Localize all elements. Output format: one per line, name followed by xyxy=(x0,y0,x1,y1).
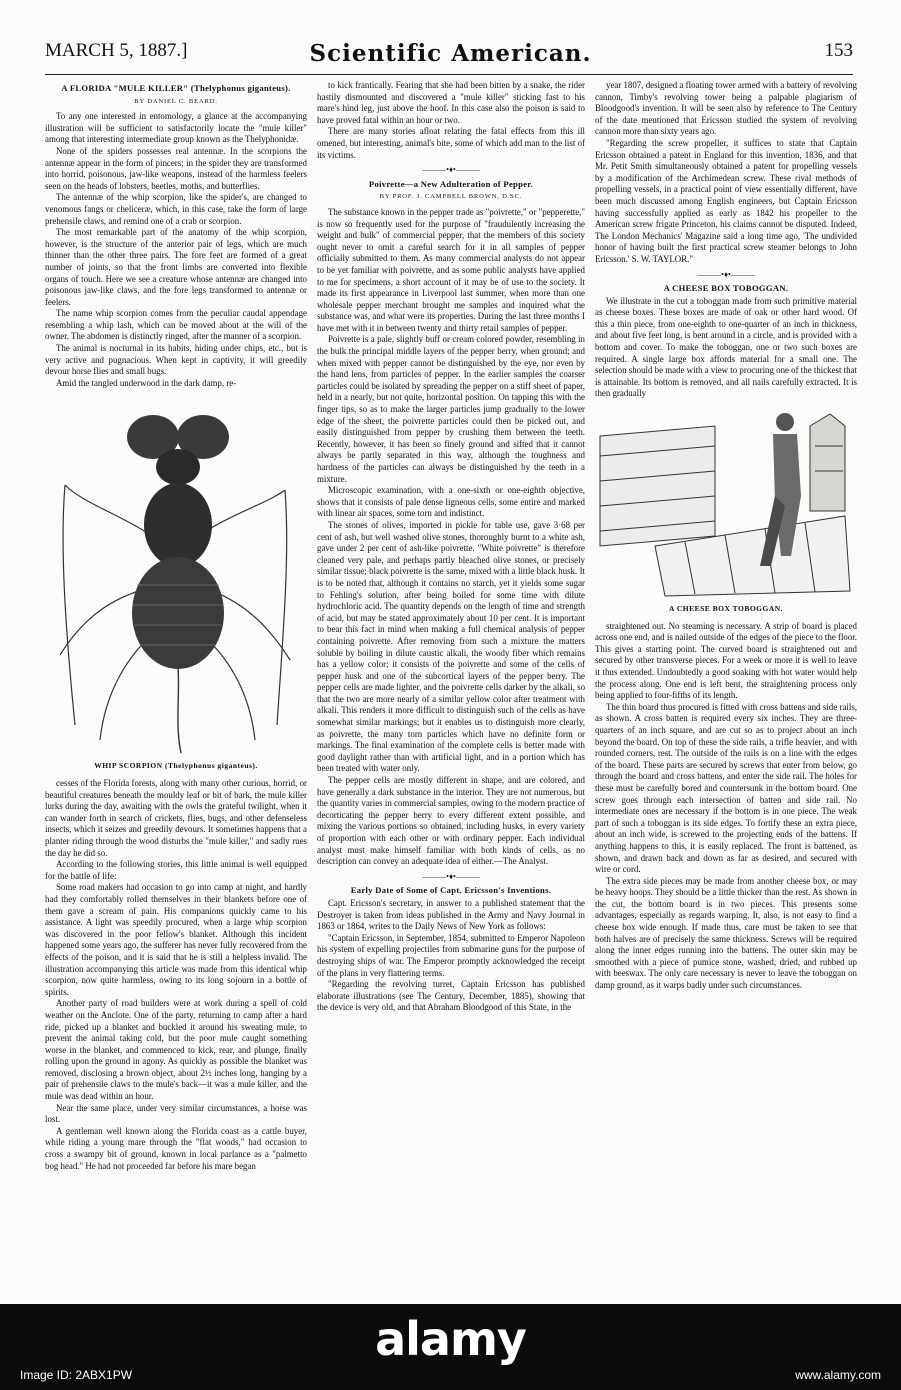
image-id-text: Image ID: 2ABX1PW xyxy=(20,1368,133,1382)
article-title-toboggan: A CHEESE BOX TOBOGGAN. xyxy=(663,283,789,294)
banner-info-row xyxy=(0,1368,901,1386)
header-rule xyxy=(45,74,853,75)
paragraph: cesses of the Florida forests, along with many other curious, horrid, or beautiful creatures beneath the mouldy leaf or bit of bark, the mule killer lurks during the day, awaiting with the owls the grateful twilight, when it can wander forth in search of crickets, flies, bugs, and other defenseless insects, which it seizes and greedily devours. It sometimes happens that a planter riding through the wood disturbs the "mule killer," and sadly rues the day he did so. xyxy=(45,778,307,858)
poivrette-body xyxy=(317,207,585,868)
column-3 xyxy=(595,80,857,992)
paragraph: The extra side pieces may be made from another cheese box, or may be heavy hoops. They should be a little thicker than the rest. As shown in the cut, the bottom board is in two pieces. This presents some advantages, especially as regards warping. It, also, is not easy to find a cheese box wide enough. If made thus, care must be taken to see that both halves are of precisely the same thickness. Screws will be required along the inner edges running into the battens. The outer skin may be smoothed with a piece of pumice stone, washed, dried, and rubbed up with beeswax. The only care necessary is never to leave the toboggan on damp ground, as it warps badly under such circumstances. xyxy=(595,875,857,991)
paragraph: The substance known in the pepper trade as "poivrette," or "pepperette," is now so frequently used for the purpose of "fraudulently increasing the weight and bulk" of commercial pepper, that the members of this society ought never to omit a careful search for it in all samples of pepper officially submitted to them. As many commercial analysts do not appear to be yet familiar with poivrette, and as some public analysts have applied to me for specimens, a short account of it may be of use to the society. It made its first appearance in Liverpool last summer, when more than one wholesale pepper merchant brought me samples and inquired what the substance was, and what were its properties. During the last three months I have met with it in between twenty and thirty retail samples of pepper. xyxy=(317,206,585,333)
byline-beard: BY DANIEL C. BEARD. xyxy=(134,97,218,105)
column-1 xyxy=(45,80,307,1172)
section-separator: ———•♦•——— xyxy=(422,165,480,175)
paragraph: To any one interested in entomology, a glance at the accompanying illustration will be sufficient to satisfactorily locate the "mule killer" among that interesting intermediate group known as the Thelyphonidæ. xyxy=(45,111,307,145)
mule-killer-body-a xyxy=(45,111,307,389)
paragraph: Some road makers had occasion to go into camp at night, and hardly had they comfortably rolled themselves in their blankets before one of them gave a scream of pain. His companions quickly came to his assistance. A light was speedily procured, when a large whip scorpion was discovered in the poor fellow's blanket. Although this incident happened some years ago, the sufferer has never fully recovered from the effects of the poison, and it is said that he is still a helpless invalid. The illustration accompanying this article was made from this identical whip scorpion, now quite harmless, owing to its long sojourn in a bottle of spirits. xyxy=(45,882,307,997)
paragraph: The most remarkable part of the anatomy of the whip scorpion, however, is the structure of the anterior pair of legs, which are much thinner than the other three pairs. The fore feet are formed of a great number of joints, so that the front limbs are converted into flexible organs of touch. Here we see a creature whose antennæ are changed into poisonous jaw-like claws, and the fore legs transformed to antennæ or feelers. xyxy=(45,227,307,307)
paragraph: Amid the tangled underwood in the dark damp, re- xyxy=(56,377,237,388)
paragraph: Poivrette is a pale, slightly buff or cream colored powder, resembling in the bulk the principal middle layers of the pepper berry, when ground; and when mixed with pepper cannot be distinguished by the eye, nor even by the hand lens, from particles of pepper. In the earlier samples the coarser particles could be isolated by spreading the pepper on a stiff sheet of paper, held in a nearly, but not quite, horizontal position. On tapping this with the finger tips, so as to make the larger particles jump gradually to the lower edge of the sheet, the poivrette particles could then be picked out, and easily distinguished from pepper by crushing them between the teeth. Recently, however, it has been so finely ground and sifted that it cannot always be partly separated in this way, although the toughness and hardness of the particles can always be distinguished by the teeth in a mixture. xyxy=(317,334,585,484)
paragraph: "Regarding the revolving turret, Captain Ericsson has published elaborate illustrations (see The Century, December, 1885), showing that the device is very old, and that Abraham Bloodgood of this State, in the xyxy=(317,979,585,1013)
paragraph: The name whip scorpion comes from the peculiar caudal appendage resembling a whip lash, which can be moved about at the will of the owner. The abdomen is distinctly ringed, after the manner of a scorpion. xyxy=(45,308,307,342)
toboggan-body-b xyxy=(595,621,857,992)
mule-killer-body-c xyxy=(317,80,585,161)
section-separator: ———•♦•——— xyxy=(697,269,755,279)
alamy-logo: alamy xyxy=(375,1312,526,1366)
figure-caption-whip-scorpion: WHIP SCORPION (Thelyphonus giganteus). xyxy=(94,761,258,771)
paragraph: straightened out. No steaming is necessary. A strip of board is placed across one end, and is nailed outside of the edges of the piece to the floor. This gives a starting point. The curved board is straightened out and secured by other transverse pieces. For a week or more it is well to leave it thus extended. Undoubtedly a good soaking with hot water would help the process along. One end is left bent, the straightening process only being applied to four-fifths of its length. xyxy=(595,620,857,701)
paragraph: to kick frantically. Fearing that she had been bitten by a snake, the rider hastily dismounted and discovered a "mule killer" sticking fast to his mare's hind leg, just above the hoof. In this case also the poison is said to have proved fatal within an hour or two. xyxy=(317,80,585,125)
paragraph: year 1807, designed a floating tower armed with a battery of revolving cannon, Timby's revolving tower being a palpable plagiarism of Bloodgood's invention. It will be seen also by reference to The Century of the date mentioned that Ericsson studied the system of revolving cannon more than sixty years ago. xyxy=(595,80,857,137)
paragraph: "Captain Ericsson, in September, 1854, submitted to Emperor Napoleon his system of expelling projectiles from submarine guns for the purpose of destroying ships of war. The Emperor promptly acknowledged the receipt of the plans in very flattering terms. xyxy=(317,932,585,978)
paragraph: There are many stories afloat relating the fatal effects from this ill omened, but interesting, animal's bite, some of which add man to the list of its victims. xyxy=(317,126,585,160)
article-title-mule-killer: A FLORIDA "MULE KILLER" (Thelyphonus giganteus). xyxy=(61,83,291,93)
paragraph: Capt. Ericsson's secretary, in answer to a published statement that the Destroyer is taken from ideas published in the Army and Navy Journal in 1863 or 1864, writes to the Daily News of New York as follows: xyxy=(317,897,585,932)
figure-caption-toboggan: A CHEESE BOX TOBOGGAN. xyxy=(668,604,784,614)
issue-date: MARCH 5, 1887.] xyxy=(45,40,188,61)
paragraph: The animal is nocturnal in its habits, hiding under chips, etc., but is very active and pugnacious. When kept in captivity, it will greedily devour horse flies and small bugs. xyxy=(45,343,307,377)
alamy-url: www.alamy.com xyxy=(795,1368,881,1382)
cheese-box-toboggan-illustration xyxy=(595,406,857,598)
article-title-ericsson: Early Date of Some of Capt. Ericsson's Inventions. xyxy=(350,885,552,896)
article-title-poivrette: Poivrette—a New Adulteration of Pepper. xyxy=(368,178,534,189)
alamy-banner xyxy=(0,1304,901,1390)
column-2 xyxy=(317,80,585,1014)
paragraph: Microscopic examination, with a one-sixth or one-eighth objective, shows that it consists of pale dense ligneous cells, some entire and marked with linear air spaces, some torn and indistinct. xyxy=(317,485,585,519)
section-separator: ———•♦•——— xyxy=(422,871,480,881)
toboggan-body-a xyxy=(595,296,857,400)
masthead: Scientific American. xyxy=(309,40,592,67)
page-number: 153 xyxy=(824,40,853,61)
byline-brown: BY PROF. J. CAMPBELL BROWN, D.SC. xyxy=(379,193,523,201)
paragraph: The stones of olives, imported in pickle for table use, gave 3·68 per cent of ash, but well washed olive stones, thoroughly burnt to a white ash, gave under 2 per cent of ash-like poivrette. "White poivrette" is therefore cleaned very pale, and perhaps partly bleached olive stones, or precisely similar tissue; black poivrette is the same, mixed with a little black husk. It is to be noted that, although it contains no starch, yet it yields some sugar to Fehling's solution, after being boiled for some time with dilute hydrochloric acid. The quantity depends on the length of time and strength of acid, but may be stated approximately about 10 per cent. It is important to bear this fact in mind when making a full chemical analysis of pepper containing poivrette. After removing from such a mixture the matters soluble by boiling in dilute caustic alkali, the woody fiber which remains has a yellow color; it consists of the poivrette and some of the cells of pepper husk and one of the subcortical layers of the pepper berry. The pepper cells are made lighter, and the poivrette cells darker by the alkali, so that the two are more nearly of a similar yellow color after treatment with alkali. This renders it more difficult to distinguish such of the cells as have somewhat similar markings; but it enables us to distinguish more clearly, as poivrette, the many torn particles which have no definite form or markings. The final examination of the complete cells is better made with good daylight rather than with artificial light, and in a portion which has been treated with water only. xyxy=(317,519,585,774)
paragraph: We illustrate in the cut a toboggan made from such primitive material as cheese boxes. These boxes are made of oak or other hard wood. Of this a thin piece, from one-eighth to one-quarter of an inch in thickness, and about five feet long, is bent around in a circle, and is provided with a bottom and cover. To make the toboggan, one or two such boxes are required. A single large box affords material for a small one. The selection should be made with a view to procuring one of the thickest that is attainable. Its bottom is removed, and all nails carefully extracted. It is then gradually xyxy=(595,295,857,399)
paragraph: According to the following stories, this little animal is well equipped for the battle of life: xyxy=(45,859,307,881)
paragraph: Near the same place, under very similar circumstances, a horse was lost. xyxy=(45,1102,307,1125)
paragraph: The antennæ of the whip scorpion, like the spider's, are changed to venomous fangs or cheliceræ, which, in this case, take the form of large prehensile claws, and remind one of a crab or scorpion. xyxy=(45,192,307,226)
paragraph: The thin board thus procured is fitted with cross battens and side rails, as shown. A cross batten is required every six inches. They are three-quarters of an inch square, and are cut so as to project about an inch beyond the board. On top of these the side rails, a trifle heavier, and with rounded corners, rest. The outside of the rails is on a line with the edges of the board. These parts are secured by screws that enter from below, go through the board and cross battens, and enter the side rail. The holes for these must be carefully bored and countersunk in the bottom board. One screw goes through each intersection of batten and side rail. No intermediate ones are necessary if the bottom is in one piece. The weak part of such a toboggan is its side edges. To fortify these an extra piece, about an inch wide, is screwed to the projecting ends of the battens. If anything happens to this, it is easily replaced. The front is battened, as shown, and drawn back and down as far as desired, and secured with wire or cord. xyxy=(595,701,857,875)
paragraph: The pepper cells are mostly different in shape, and are colored, and have generally a dark substance in the interior. They are not numerous, but the quantity varies in commercial samples, owing to the modern practice of decorticating the pepper berry to every different extent possible, and mixing the various portions so obtained, including husks, in every variety of proportion with each other or with ordinary pepper. Each individual analyst must make himself familiar with both kinds of cells, as no description can convey an adequate idea of either.—The Analyst. xyxy=(317,775,585,867)
whip-scorpion-illustration xyxy=(45,395,307,755)
paragraph: None of the spiders possesses real antennæ. In the scorpions the antennæ appear in the form of pincers; in the spider they are transformed into horrid, poisonous, jaw-like weapons, instead of the harmless feelers seen on the heads of lobsters, beetles, moths, and butterflies. xyxy=(45,145,307,191)
paragraph: A gentleman well known along the Florida coast as a cattle buyer, while riding a young mare through the "flat woods," had occasion to cross a swampy bit of ground, known in local parlance as a "palmetto bog head." He had not proceeded far before his mare began xyxy=(45,1125,307,1171)
paragraph: Another party of road builders were at work during a spell of cold weather on the Anclote. One of the party, returning to camp after a hard ride, picked up a blanket and buckled it around his sweating mule, to prevent the animal taking cold, but the poor mule caught something worse in the blanket, and commenced to kick, rear, and plunge, finally rolling upon the ground in agony. As quickly as possible the blanket was removed, disclosing a brown object, about 2½ inches long, hanging by a pair of prehensile claws to the mule's back—it was a mule killer, and the mule was dead within an hour. xyxy=(45,998,307,1102)
mule-killer-body-b xyxy=(45,778,307,1172)
paragraph: "Regarding the screw propeller, it suffices to state that Captain Ericsson obtained a patent in England for this invention, 1836, and that Mr. Petit Smith simultaneously obtained a patent for propelling vessels by a modification of the Archimedean screw. These rival methods of propelling vessels, in a practical point of view essentially different, have been much discussed among English engineers, but Captain Ericsson having successfully applied as early as 1842 his propeller to the American screw frigate Princeton, his claims cannot be disputed. Indeed, The London Mechanics' Magazine said a long time ago, 'The undivided honor of having built the first practical screw steamer belongs to John Ericsson.' S. W. TAYLOR." xyxy=(595,137,857,264)
ericsson-body-continued xyxy=(595,80,857,266)
ericsson-body xyxy=(317,898,585,1014)
